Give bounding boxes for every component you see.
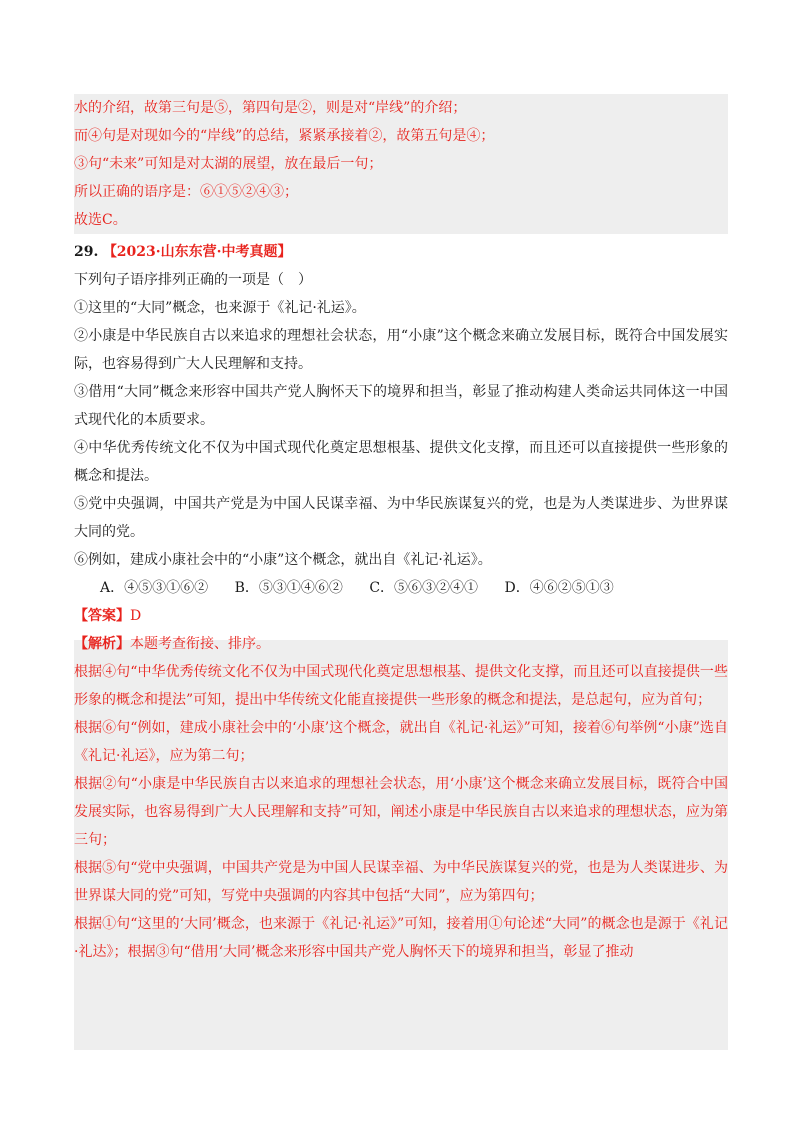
- previous-answer-line-1: 水的介绍，故第三句是⑤，第四句是②，则是对“岸线”的介绍；: [74, 100, 467, 116]
- question-header: [74, 238, 728, 266]
- previous-answer-line-2: 而④句是对现如今的“岸线”的总结，紧紧承接着②，故第五句是④；: [74, 128, 495, 144]
- analysis-paragraph-2: 根据⑥句“例如，建成小康社会中的‘小康’这个概念，就出自《礼记·礼运》”可知，接着⑥句举例“小康”选自《礼记·礼运》，应为第二句；: [74, 720, 728, 764]
- sentence-5: ⑤党中央强调，中国共产党是为中国人民谋幸福、为中华民族谋复兴的党，也是为人类谋进步、为世界谋大同的党。: [74, 496, 728, 540]
- sentence-6: ⑥例如，建成小康社会中的“小康”这个概念，就出自《礼记·礼运》。: [74, 552, 492, 568]
- question-stem: 下列句子语序排列正确的一项是（ ）: [74, 272, 312, 288]
- previous-answer-line-4: 所以正确的语序是：⑥①⑤②④③；: [74, 184, 298, 200]
- analysis-line: [74, 630, 728, 658]
- analysis-intro: 本题考查衔接、排序。: [130, 636, 270, 652]
- question-number: 29.: [74, 244, 99, 260]
- analysis-paragraph-1: 根据④句“中华优秀传统文化不仅为中国式现代化奠定思想根基、提供文化支撑，而且还可以直接提供一些形象的概念和提法”可知，提出中华传统文化能直接提供一些形象的概念和提法，是总起句，应为首句；: [74, 664, 728, 708]
- sentence-2: ②小康是中华民族自古以来追求的理想社会状态，用“小康”这个概念来确立发展目标，既符合中国发展实际，也容易得到广大人民理解和支持。: [74, 328, 728, 372]
- previous-answer-block: [74, 94, 728, 234]
- previous-answer-line-5: 故选C。: [74, 212, 127, 228]
- analysis-paragraph-5: 根据①句“这里的‘大同’概念，也来源于《礼记·礼运》”可知，接着用①句论述“大同”的概念也是源于《礼记·礼达》；根据③句“借用‘大同’概念来形容中国共产党人胸怀天下的境界和担当，彰显了推动: [74, 916, 728, 960]
- previous-answer-line-3: ③句“未来”可知是对太湖的展望，放在最后一句；: [74, 156, 383, 172]
- answer-block: [74, 602, 728, 966]
- option-d: D．④⑥②⑤①③: [504, 580, 614, 596]
- analysis-label: 【解析】: [74, 636, 130, 652]
- sentence-4: ④中华优秀传统文化不仅为中国式现代化奠定思想根基、提供文化支撑，而且还可以直接提供一些形象的概念和提法。: [74, 440, 728, 484]
- sentence-1: ①这里的“大同”概念，也来源于《礼记·礼运》。: [74, 300, 366, 316]
- option-b: B．⑤③①④⑥②: [234, 580, 343, 596]
- answer-line: [74, 602, 728, 630]
- option-a: A．④⑤③①⑥②: [100, 580, 209, 596]
- analysis-paragraph-4: 根据⑤句“党中央强调，中国共产党是为中国人民谋幸福、为中华民族谋复兴的党，也是为人类谋进步、为世界谋大同的党”可知，写党中央强调的内容其中包括“大同”，应为第四句；: [74, 860, 728, 904]
- answer-options: [74, 574, 728, 602]
- answer-label: 【答案】: [74, 608, 130, 624]
- sentence-3: ③借用“大同”概念来形容中国共产党人胸怀天下的境界和担当，彰显了推动构建人类命运共同体这一中国式现代化的本质要求。: [74, 384, 728, 428]
- answer-value: D: [130, 608, 142, 624]
- option-c: C．⑤⑥③②④①: [369, 580, 479, 596]
- analysis-paragraph-3: 根据②句“小康是中华民族自古以来追求的理想社会状态，用‘小康’这个概念来确立发展目标，既符合中国发展实际，也容易得到广大人民理解和支持”可知，阐述小康是中华民族自古以来追求的理想状态，应为第三句；: [74, 776, 728, 848]
- question-source: 【2023·山东东营·中考真题】: [102, 244, 292, 260]
- document-page: [74, 94, 728, 966]
